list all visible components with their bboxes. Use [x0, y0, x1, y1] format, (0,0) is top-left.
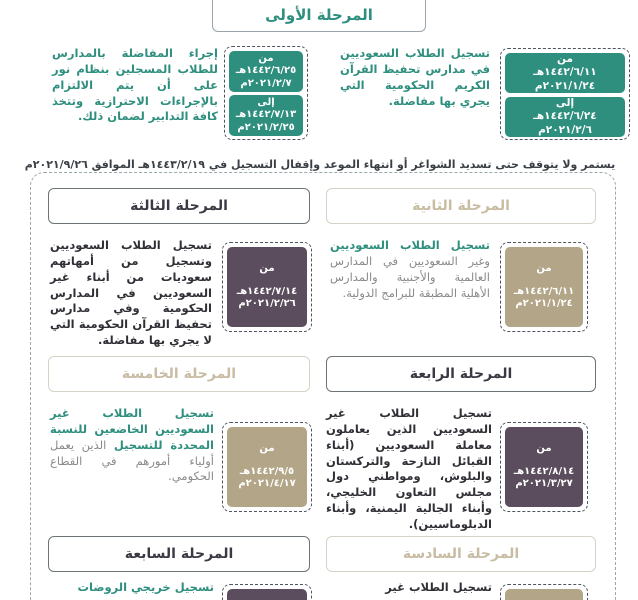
stage7-title: المرحلة السابعة: [48, 536, 310, 572]
stage4-date-box: [500, 422, 588, 512]
stage4-text: تسجيل الطلاب غير السعوديين الذين يعاملون معاملة السعوديين (أبناء القبائل النازحة والتركستان والبلوش، ومواطني دول مجلس التعاون الخليجي، وأبناء الجالية اليمنية، وأبناء الدبلوماسيين).: [326, 406, 492, 532]
from-greg: ٢٠٢١/٢/٧م: [240, 77, 292, 89]
hijri: ١٤٤٢/٧/١٤هـ: [236, 285, 298, 297]
hijri: ١٤٤٢/٨/١٤هـ: [513, 465, 575, 477]
stage4-title: المرحلة الرابعة: [326, 356, 596, 392]
stage2-date-box: [500, 242, 588, 332]
stage1-title: المرحلة الأولى: [212, 0, 426, 32]
stage2-text-a: تسجيل الطلاب السعوديين: [330, 238, 490, 252]
from-hijri: ١٤٤٢/٦/١١هـ: [533, 66, 597, 79]
to-greg: ٢٠٢١/٢/٢٥م: [237, 121, 295, 133]
to-hijri: ١٤٤٢/٦/٢٤هـ: [533, 110, 597, 123]
stage2-text-b: وغير السعوديين في المدارس العالمية والأجنبية والمدارس الأهلية المطبقة للبرامج الدولية.: [330, 253, 490, 300]
to-label: إلى: [555, 97, 575, 110]
from-label: من: [557, 53, 573, 66]
from-label: من: [536, 443, 552, 455]
hijri: ١٤٤٢/٩/٥هـ: [239, 465, 295, 477]
stage6-date-box: [500, 584, 588, 600]
stage3-date-box: [222, 242, 312, 332]
greg: ٢٠٢١/١/٢٤م: [515, 298, 573, 310]
stage2-text: [330, 238, 490, 301]
stage2-title: المرحلة الثانية: [326, 188, 596, 224]
stage7-text: تسجيل خريجي الروضات: [77, 580, 214, 594]
to-hijri: ١٤٤٢/٧/١٣هـ: [235, 109, 297, 121]
stage7-date-box: [222, 584, 312, 600]
stage5-title: المرحلة الخامسة: [48, 356, 310, 392]
stage6-text: تسجيل الطلاب غير: [385, 580, 492, 594]
stage1-box-a-text: تسجيل الطلاب السعوديين في مدارس تحفيظ القرآن الكريم الحكومية التي يجري بها مفاضلة.: [340, 46, 490, 108]
to-greg: ٢٠٢١/٢/٦م: [538, 123, 592, 136]
from-hijri: ١٤٤٢/٦/٢٥هـ: [235, 65, 297, 77]
from-label: من: [536, 263, 552, 275]
hijri: ١٤٤٢/٦/١١هـ: [513, 285, 575, 297]
stage3-title: المرحلة الثالثة: [48, 188, 310, 224]
greg: ٢٠٢١/٣/٢٧م: [515, 478, 573, 490]
from-greg: ٢٠٢١/١/٢٤م: [534, 79, 596, 92]
stage5-text-a: تسجيل الطلاب غير السعوديين الخاضعين للنسبة المحددة للتسجيل: [50, 406, 214, 452]
registration-banner: يستمر ولا يتوقف حتى تسديد الشواغر أو انتهاء الموعد وإقفال التسجيل في ١٤٤٣/٢/١٩هـ الموافق ٢٠٢١/٩/٢٦م: [24, 158, 616, 171]
to-label: إلى: [257, 96, 275, 108]
greg: ٢٠٢١/٢/٢٦م: [238, 298, 296, 310]
stage6-title: المرحلة السادسة: [326, 536, 596, 572]
greg: ٢٠٢١/٤/١٧م: [238, 478, 296, 490]
stage1-date-box-a: [500, 48, 630, 140]
from-label: من: [259, 263, 275, 275]
from-label: من: [259, 443, 275, 455]
stage5-text-b: الذين يعمل أولياء أمورهم في القطاع الحكومي.: [50, 437, 214, 484]
stage1-box-b-text: إجراء المفاضلة بالمدارس للطلاب المسجلين بنظام نور على أن يتم الالتزام بالإجراءات الاحترازية وتتخذ كافة التدابير لضمان ذلك.: [52, 46, 218, 124]
stage1-date-box-b: [224, 46, 308, 140]
stage3-text: تسجيل الطلاب السعوديين وتسجيل من أمهاتهم سعوديات من أبناء غير السعوديين في المدارس الحكومية وفي مدارس تحفيظ القرآن الحكومية التي لا يجري بها مفاضلة.: [50, 238, 212, 348]
from-label: من: [258, 52, 274, 64]
stage5-text: [50, 406, 214, 485]
stage5-date-box: [222, 422, 312, 512]
